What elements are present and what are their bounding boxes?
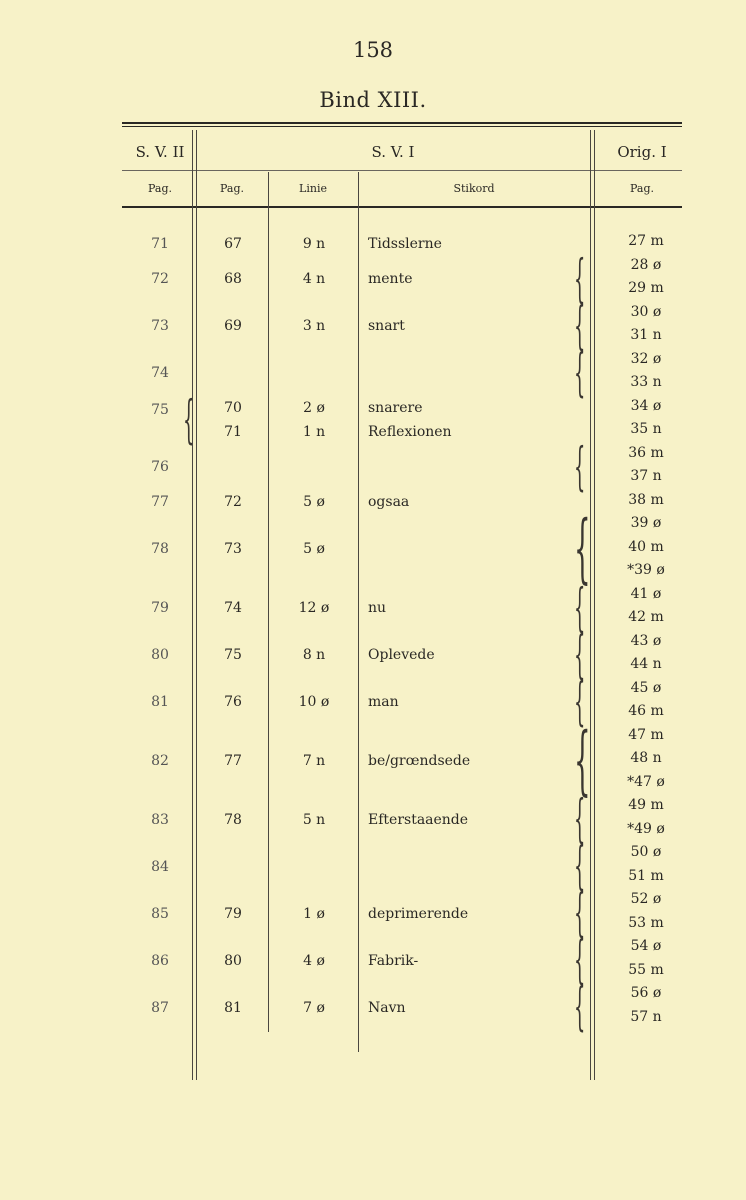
cell-orig-pag: 40 m [628, 538, 664, 555]
cell-linie: 5 ø [303, 494, 325, 511]
cell-orig-pag: 52 ø [630, 891, 662, 907]
cell-orig-pag: 51 m [628, 867, 664, 884]
cell-stikord: be/grœndsede [368, 752, 471, 769]
cell-orig-pag: 28 ø [630, 256, 662, 273]
cell-linie: 1 n [302, 423, 326, 440]
cell-sv1-pag: 73 [224, 541, 242, 558]
cell-linie: 12 ø [298, 600, 330, 616]
cell-linie: 2 ø [303, 400, 325, 417]
cell-orig-pag: 46 m [628, 703, 664, 719]
cell-stikord: man [368, 694, 399, 710]
brace-mark: { [574, 625, 586, 685]
cell-sv2-pag: 85 [151, 905, 169, 922]
cell-linie: 5 n [302, 811, 326, 828]
cell-orig-pag: 56 ø [630, 985, 662, 1001]
cell-stikord: Tidsslerne [368, 235, 442, 252]
cell-stikord: Navn [368, 999, 406, 1016]
cell-sv2-pag: 80 [151, 647, 169, 663]
column-divider-orig-b [594, 130, 595, 1080]
cell-sv1-pag: 69 [224, 318, 242, 334]
cell-orig-pag: 27 m [628, 233, 664, 249]
cell-orig-pag: 41 ø [630, 585, 662, 602]
brace-mark: { [574, 578, 586, 638]
cell-sv2-pag: 86 [151, 952, 169, 969]
brace-mark: { [574, 672, 586, 732]
cell-orig-pag: 45 ø [630, 679, 662, 696]
subheader-linie: Linie [299, 182, 327, 195]
cell-orig-pag: *39 ø [627, 562, 665, 578]
cell-sv2-pag: 87 [151, 999, 169, 1016]
subheader-pag-sv2: Pag. [147, 182, 172, 195]
cell-orig-pag: 49 m [628, 797, 664, 813]
cell-sv1-pag: 80 [224, 952, 242, 969]
cell-orig-pag: 54 ø [630, 938, 662, 954]
header-sv1: S. V. I [371, 143, 415, 161]
header-orig: Orig. I [617, 143, 667, 161]
brace-mark: { [574, 837, 586, 896]
cell-orig-pag: 38 m [628, 491, 664, 508]
cell-linie: 9 n [302, 235, 326, 252]
cell-orig-pag: 44 n [630, 656, 662, 672]
cell-stikord: mente [368, 271, 413, 287]
cell-stikord: nu [368, 600, 387, 616]
cell-stikord: deprimerende [368, 905, 469, 922]
cell-orig-pag: 31 n [630, 327, 662, 343]
cell-sv2-pag: 75 [151, 402, 169, 419]
cell-sv2-pag: 83 [151, 811, 169, 828]
cell-sv2-pag: 81 [151, 694, 169, 710]
brace-mark: { [574, 790, 586, 849]
cell-sv2-pag: 72 [151, 271, 169, 287]
column-divider-sv2 [192, 130, 193, 1080]
cell-stikord: snart [368, 318, 405, 334]
subheader-pag-orig: Pag. [629, 182, 654, 195]
cell-linie: 4 ø [303, 952, 325, 969]
cell-orig-pag: 47 m [628, 726, 664, 743]
cell-sv2-pag: 74 [151, 365, 169, 381]
cell-linie: 4 n [302, 271, 326, 287]
column-divider-linie [358, 172, 359, 1052]
subheader-rule [122, 206, 682, 208]
cell-orig-pag: 37 n [630, 468, 662, 484]
cell-sv2-pag: 84 [151, 858, 169, 875]
brace-mark: { [574, 249, 586, 309]
cell-orig-pag: 42 m [628, 609, 664, 625]
cell-orig-pag: 34 ø [630, 397, 662, 414]
cell-orig-pag: 43 ø [630, 632, 662, 649]
brace-mark: { [574, 343, 586, 403]
brace-mark: { [574, 716, 591, 804]
brace-mark: { [574, 505, 591, 592]
cell-stikord: Oplevede [368, 647, 435, 663]
cell-orig-pag: 29 m [628, 280, 664, 296]
subheader-pag-sv1: Pag. [219, 182, 244, 195]
cell-sv1-pag: 72 [224, 494, 242, 511]
cell-sv2-pag: 78 [151, 541, 169, 558]
cell-sv1-pag: 75 [224, 647, 242, 663]
brace-mark: { [183, 390, 195, 450]
cell-sv1-pag: 77 [224, 752, 242, 769]
cell-linie: 7 n [302, 752, 326, 769]
brace-mark: { [574, 884, 586, 943]
cell-orig-pag: *49 ø [627, 820, 665, 837]
cell-stikord: snarere [368, 400, 423, 417]
subheader-stikord: Stikord [453, 182, 495, 195]
cell-stikord: Fabrik- [368, 952, 419, 969]
column-divider-sv2-b [196, 130, 197, 1080]
cell-orig-pag: 48 n [630, 750, 662, 766]
cell-orig-pag: 57 n [630, 1008, 662, 1025]
cell-sv1-pag: 68 [224, 271, 242, 287]
brace-mark: { [574, 931, 586, 990]
cell-linie: 1 ø [303, 905, 325, 922]
brace-mark: { [574, 437, 586, 497]
page-number: 158 [352, 38, 394, 62]
cell-sv1-pag: 70 [224, 400, 242, 417]
cell-sv1-pag: 79 [224, 905, 242, 922]
cell-sv2-pag: 71 [151, 235, 169, 252]
cell-orig-pag: 36 m [628, 444, 664, 461]
cell-stikord: Reflexionen [368, 423, 452, 440]
cell-orig-pag: 30 ø [630, 303, 662, 320]
cell-sv1-pag: 78 [224, 811, 242, 828]
table-top-rule [122, 122, 682, 124]
cell-orig-pag: 32 ø [630, 350, 662, 367]
cell-sv2-pag: 76 [151, 459, 169, 475]
cell-sv1-pag: 71 [224, 423, 242, 440]
cell-linie: 3 n [302, 318, 326, 334]
cell-linie: 7 ø [303, 999, 325, 1016]
cell-sv2-pag: 73 [151, 318, 169, 334]
cell-orig-pag: *47 ø [627, 773, 665, 790]
cell-sv1-pag: 67 [224, 235, 242, 252]
brace-mark: { [574, 978, 586, 1037]
cell-orig-pag: 55 m [628, 961, 664, 978]
cell-sv1-pag: 76 [224, 694, 242, 710]
cell-linie: 8 n [302, 647, 326, 663]
page-title: Bind XIII. [319, 88, 427, 112]
cell-linie: 5 ø [303, 541, 325, 558]
brace-mark: { [574, 296, 586, 356]
cell-sv2-pag: 82 [151, 752, 169, 769]
cell-orig-pag: 39 ø [630, 515, 662, 531]
cell-orig-pag: 53 m [628, 914, 664, 931]
cell-stikord: ogsaa [368, 494, 410, 511]
header-rule [122, 170, 682, 171]
cell-orig-pag: 50 ø [630, 844, 662, 860]
cell-sv2-pag: 79 [151, 600, 169, 616]
cell-sv2-pag: 77 [151, 494, 169, 511]
cell-orig-pag: 35 n [630, 421, 662, 437]
table-top-rule-2 [122, 126, 682, 127]
cell-orig-pag: 33 n [630, 374, 662, 390]
header-sv2: S. V. II [135, 143, 185, 161]
column-divider-orig [590, 130, 591, 1080]
cell-sv1-pag: 74 [224, 600, 242, 616]
cell-stikord: Efterstaaende [368, 811, 469, 828]
cell-linie: 10 ø [298, 694, 330, 710]
cell-sv1-pag: 81 [224, 999, 242, 1016]
column-divider-pag [268, 172, 269, 1032]
